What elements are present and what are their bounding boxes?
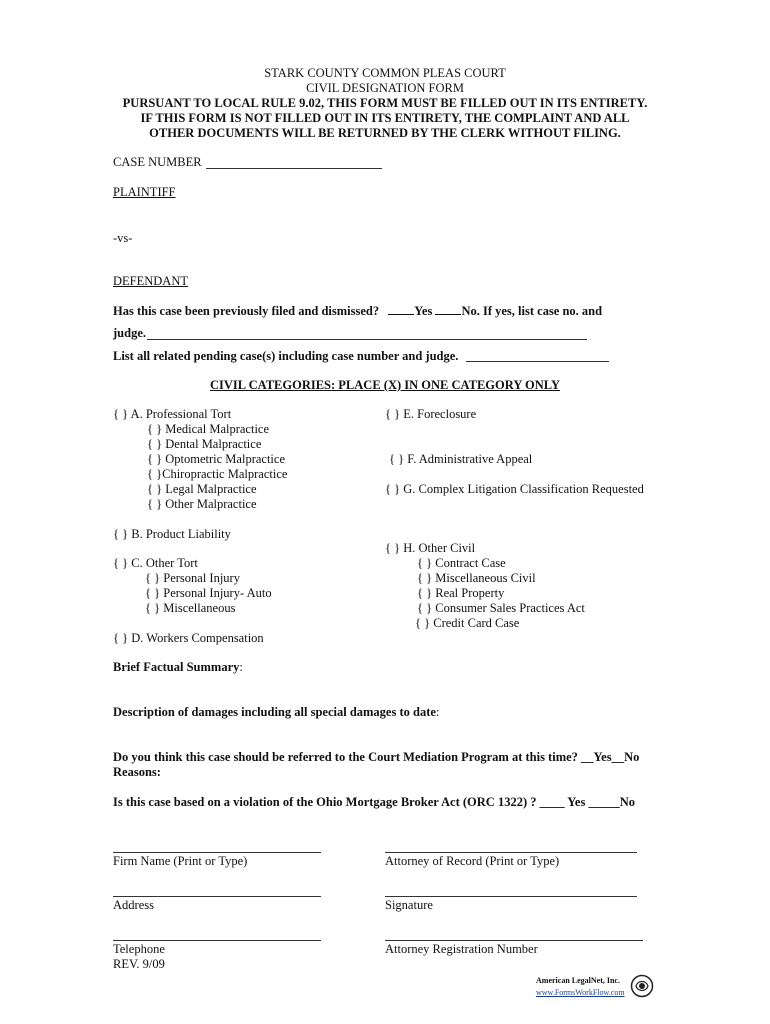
category-miscellaneous-civil[interactable]: { } Miscellaneous Civil <box>417 571 536 585</box>
category-other-malpractice[interactable]: { } Other Malpractice <box>147 497 257 511</box>
legalnet-logo-icon <box>630 974 654 998</box>
category-real-property[interactable]: { } Real Property <box>417 586 505 600</box>
category-personal-injury[interactable]: { } Personal Injury <box>145 571 240 585</box>
category-g-complex-litigation[interactable]: { } G. Complex Litigation Classification Requested <box>385 482 644 496</box>
category-d-workers-compensation[interactable]: { } D. Workers Compensation <box>113 631 264 645</box>
category-consumer-sales-practices-act[interactable]: { } Consumer Sales Practices Act <box>417 601 585 615</box>
firm-name-line[interactable] <box>113 852 321 853</box>
category-contract-case[interactable]: { } Contract Case <box>417 556 506 570</box>
damages-description-text: Description of damages including all special damages to date <box>113 705 436 719</box>
category-e-foreclosure[interactable]: { } E. Foreclosure <box>385 407 477 421</box>
brief-factual-summary-label <box>113 660 243 675</box>
firm-name-label: Firm Name (Print or Type) <box>113 854 248 868</box>
category-dental-malpractice[interactable]: { } Dental Malpractice <box>147 437 262 451</box>
civil-categories-heading: CIVIL CATEGORIES: PLACE (X) IN ONE CATEGORY ONLY <box>210 378 560 392</box>
notice-line-1: PURSUANT TO LOCAL RULE 9.02, THIS FORM MUST BE FILLED OUT IN ITS ENTIRETY. <box>122 96 648 110</box>
legalnet-company-name: American LegalNet, Inc. <box>536 976 620 985</box>
brief-factual-summary-colon: : <box>239 660 243 674</box>
revision-label: REV. 9/09 <box>113 957 165 971</box>
vs-label: -vs- <box>113 231 133 245</box>
plaintiff-label: PLAINTIFF <box>113 185 176 199</box>
brief-factual-summary-text: Brief Factual Summary <box>113 660 240 674</box>
category-optometric-malpractice[interactable]: { } Optometric Malpractice <box>147 452 285 466</box>
legalnet-website-link[interactable]: www.FormsWorkFlow.com <box>536 988 625 997</box>
case-number-field[interactable] <box>206 168 382 169</box>
case-number-label: CASE NUMBER <box>113 155 202 169</box>
category-b-product-liability[interactable]: { } B. Product Liability <box>113 527 231 541</box>
category-medical-malpractice[interactable]: { } Medical Malpractice <box>147 422 270 436</box>
damages-description-label <box>113 705 439 720</box>
notice-line-2: IF THIS FORM IS NOT FILLED OUT IN ITS ENTIRETY, THE COMPLAINT AND ALL <box>140 111 630 125</box>
damages-description-colon: : <box>435 705 440 719</box>
category-legal-malpractice[interactable]: { } Legal Malpractice <box>147 482 257 496</box>
judge-field[interactable] <box>147 339 587 340</box>
previously-filed-yes-label: Yes <box>414 304 433 318</box>
signature-line[interactable] <box>385 896 637 897</box>
judge-label: judge. <box>113 326 146 340</box>
signature-label: Signature <box>385 898 433 912</box>
previously-filed-yes-blank[interactable] <box>388 314 414 315</box>
previously-filed-no-blank[interactable] <box>435 314 461 315</box>
previously-filed-question <box>113 304 602 319</box>
attorney-of-record-label: Attorney of Record (Print or Type) <box>385 854 560 868</box>
registration-number-label: Attorney Registration Number <box>385 942 538 956</box>
form-title: CIVIL DESIGNATION FORM <box>306 81 464 95</box>
previously-filed-text: Has this case been previously filed and dismissed? <box>113 304 380 318</box>
address-label: Address <box>113 898 154 912</box>
telephone-line[interactable] <box>113 940 321 941</box>
category-c-other-tort[interactable]: { } C. Other Tort <box>113 556 198 570</box>
court-name: STARK COUNTY COMMON PLEAS COURT <box>264 66 506 80</box>
category-credit-card-case[interactable]: { } Credit Card Case <box>415 616 520 630</box>
previously-filed-no-label: No. If yes, list case no. and <box>461 304 603 318</box>
reasons-label: Reasons: <box>113 765 161 779</box>
ohio-mortgage-question: Is this case based on a violation of the Ohio Mortgage Broker Act (ORC 1322) ? ____ Yes _____No <box>113 795 635 809</box>
category-h-other-civil[interactable]: { } H. Other Civil <box>385 541 476 555</box>
registration-number-line[interactable] <box>385 940 643 941</box>
attorney-of-record-line[interactable] <box>385 852 637 853</box>
category-chiropractic-malpractice[interactable]: { }Chiropractic Malpractice <box>147 467 288 481</box>
mediation-question: Do you think this case should be referred to the Court Mediation Program at this time? __Yes__No <box>113 750 640 764</box>
american-legalnet-logo[interactable] <box>530 974 656 1002</box>
category-f-administrative-appeal[interactable]: { } F. Administrative Appeal <box>389 452 533 466</box>
category-miscellaneous[interactable]: { } Miscellaneous <box>145 601 236 615</box>
related-cases-label: List all related pending case(s) including case number and judge. <box>113 349 459 363</box>
category-personal-injury-auto[interactable]: { } Personal Injury- Auto <box>145 586 272 600</box>
telephone-label: Telephone <box>113 942 165 956</box>
defendant-label: DEFENDANT <box>113 274 188 288</box>
category-a-professional-tort[interactable]: { } A. Professional Tort <box>113 407 232 421</box>
address-line[interactable] <box>113 896 321 897</box>
notice-line-3: OTHER DOCUMENTS WILL BE RETURNED BY THE CLERK WITHOUT FILING. <box>149 126 621 140</box>
related-cases-field[interactable] <box>466 361 609 362</box>
